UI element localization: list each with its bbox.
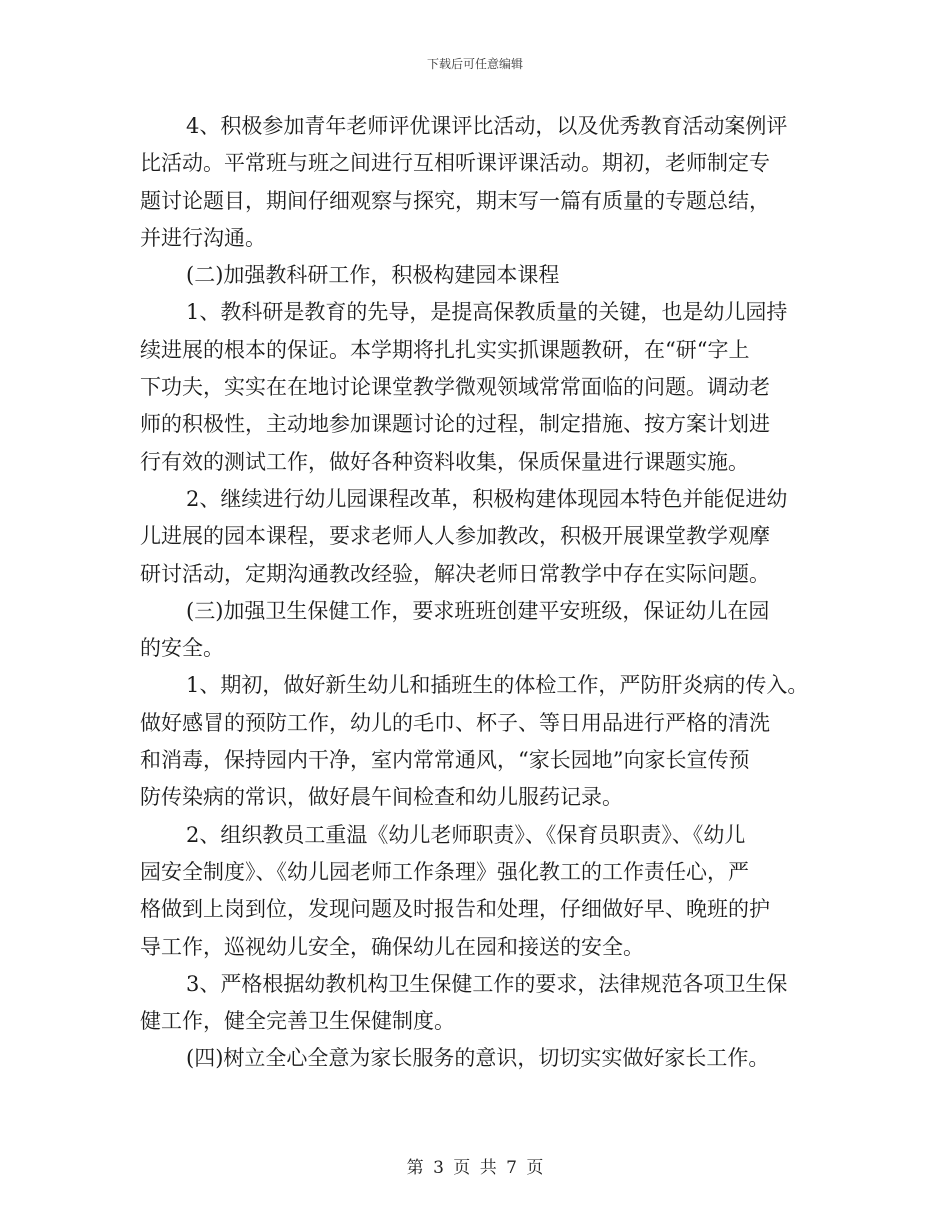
text-line: 2、继续进行幼儿园课程改革，积极构建体现园本特色并能促进幼	[186, 486, 788, 511]
text-line: 1、期初，做好新生幼儿和插班生的体检工作，严防肝炎病的传入。	[186, 673, 809, 698]
text-line: 和消毒，保持园内干净，室内常常通风，“家长园地”向家长宣传预	[140, 748, 750, 773]
text-line: 并进行沟通。	[140, 225, 266, 250]
text-line: 3、严格根据幼教机构卫生保健工作的要求，法律规范各项卫生保	[186, 971, 788, 996]
text-line: 的安全。	[140, 636, 224, 661]
document-body	[140, 108, 820, 1078]
text-line: 行有效的测试工作，做好各种资料收集，保质保量进行课题实施。	[140, 449, 749, 474]
text-line: 1、教科研是教育的先导，是提高保教质量的关键，也是幼儿园持	[186, 300, 788, 325]
page-footer: 第 3 页 共 7 页	[406, 1158, 544, 1178]
text-line: 导工作，巡视幼儿安全，确保幼儿在园和接送的安全。	[140, 934, 644, 959]
text-line: 健工作，健全完善卫生保健制度。	[140, 1009, 455, 1034]
text-line: (二)加强教科研工作，积极构建园本课程	[186, 263, 560, 288]
text-line: 续进展的根本的保证。本学期将扎扎实实抓课题教研，在“研“字上	[140, 337, 750, 362]
text-line: 师的积极性，主动地参加课题讨论的过程，制定措施、按方案计划进	[140, 412, 770, 437]
text-line: 题讨论题目，期间仔细观察与探究，期末写一篇有质量的专题总结，	[140, 188, 770, 213]
text-line: 防传染病的常识，做好晨午间检查和幼儿服药记录。	[140, 785, 623, 810]
text-line: (四)树立全心全意为家长服务的意识，切切实实做好家长工作。	[186, 1046, 770, 1071]
text-line: (三)加强卫生保健工作，要求班班创建平安班级，保证幼儿在园	[186, 598, 770, 623]
text-line: 做好感冒的预防工作，幼儿的毛巾、杯子、等日用品进行严格的清洗	[140, 710, 770, 735]
text-line: 格做到上岗到位，发现问题及时报告和处理，仔细做好早、晚班的护	[140, 897, 770, 922]
text-line: 比活动。平常班与班之间进行互相听课评课活动。期初，老师制定专	[140, 151, 770, 176]
page-header: 下载后可任意编辑	[426, 57, 523, 71]
text-line: 4、积极参加青年老师评优课评比活动，以及优秀教育活动案例评	[186, 114, 788, 138]
text-line: 研讨活动，定期沟通教改经验，解决老师日常教学中存在实际问题。	[140, 561, 770, 586]
text-line: 2、组织教员工重温《幼儿老师职责》、《保育员职责》、《幼儿	[186, 822, 746, 847]
text-line: 儿进展的园本课程，要求老师人人参加教改，积极开展课堂教学观摩	[140, 524, 770, 549]
text-line: 园安全制度》、《幼儿园老师工作条理》强化教工的工作责任心，严	[140, 859, 749, 884]
text-line: 下功夫，实实在在地讨论课堂教学微观领域常常面临的问题。调动老	[140, 375, 770, 400]
